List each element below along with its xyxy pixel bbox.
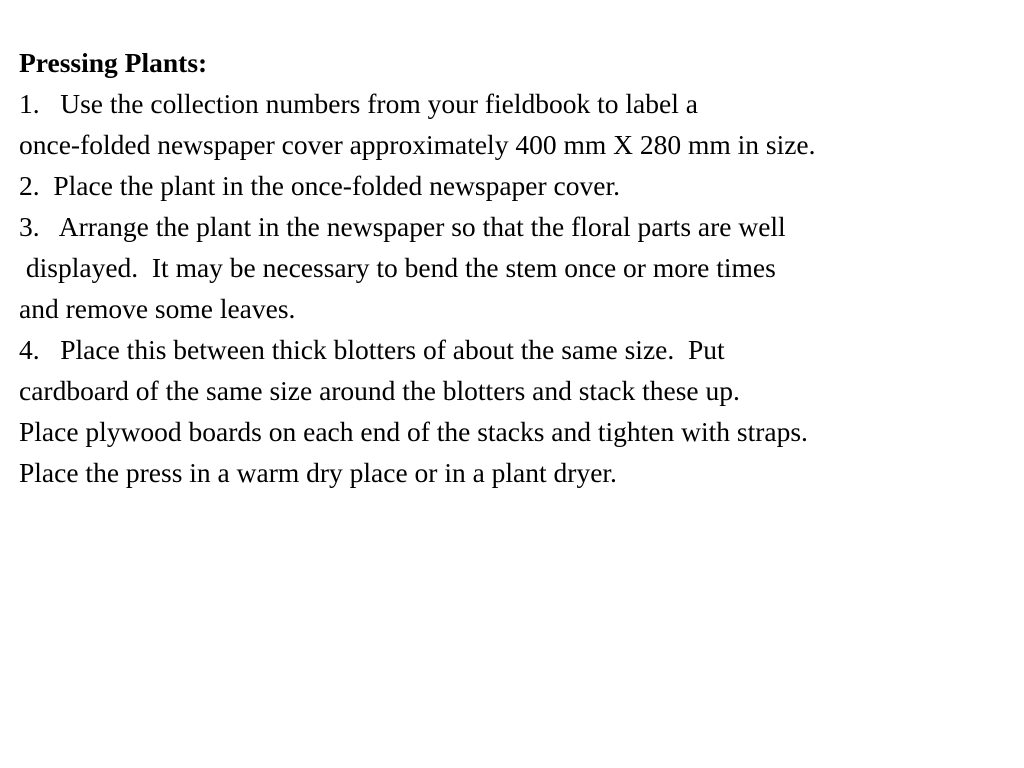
instruction-line: displayed. It may be necessary to bend the stem once or more times bbox=[19, 252, 776, 283]
slide-title: Pressing Plants: bbox=[19, 47, 208, 78]
instruction-line: and remove some leaves. bbox=[19, 293, 296, 324]
instruction-line: Place the press in a warm dry place or in a plant dryer. bbox=[19, 457, 617, 488]
instruction-line: cardboard of the same size around the blotters and stack these up. bbox=[19, 375, 740, 406]
instruction-line: 2. Place the plant in the once-folded newspaper cover. bbox=[19, 170, 620, 201]
instruction-line: 3. Arrange the plant in the newspaper so that the floral parts are well bbox=[19, 211, 786, 242]
instruction-line: 1. Use the collection numbers from your fieldbook to label a bbox=[19, 88, 698, 119]
instruction-line: Place plywood boards on each end of the stacks and tighten with straps. bbox=[19, 416, 808, 447]
instruction-line: once-folded newspaper cover approximately 400 mm X 280 mm in size. bbox=[19, 129, 816, 160]
instruction-line: 4. Place this between thick blotters of about the same size. Put bbox=[19, 334, 725, 365]
slide-body bbox=[19, 42, 1019, 493]
